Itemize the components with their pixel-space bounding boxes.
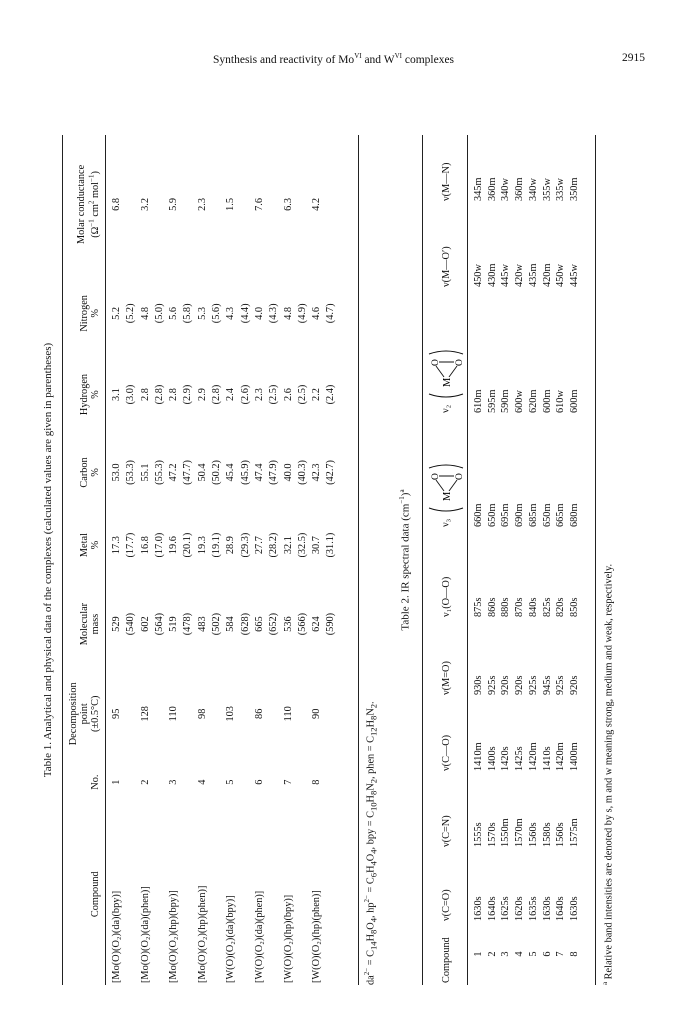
page-number: 2915	[622, 52, 645, 64]
table1-body	[110, 135, 339, 985]
conductance-cell: 7.6	[253, 198, 265, 211]
decomposition-cell	[267, 667, 281, 761]
m-o-prime-cell: 430m	[486, 263, 498, 287]
conductance-cell: 2.3	[196, 198, 208, 211]
compound-cell	[124, 803, 138, 985]
compound-cell	[181, 803, 195, 985]
table-row	[210, 135, 224, 985]
ring-metal-label: M	[442, 377, 453, 388]
ring-v3-cell: 695m	[500, 503, 512, 527]
m-o-double-cell: 920s	[568, 675, 580, 695]
table-row	[554, 135, 568, 985]
molecular-mass-cell: 624	[311, 616, 323, 632]
ring-v3-cell: 650m	[486, 503, 498, 527]
carbon-cell: (42.7)	[325, 460, 337, 485]
table-row	[124, 135, 138, 985]
ring-v2-cell: 600m	[541, 389, 553, 413]
number-cell	[153, 761, 167, 804]
m-n-cell: 335w	[555, 178, 567, 201]
nitrogen-cell: (4.7)	[325, 303, 337, 324]
ring-metal-label: M	[442, 491, 453, 502]
metal-cell: (19.1)	[211, 532, 223, 558]
number-cell	[267, 761, 281, 804]
compound-cell: [W(O)(O₂)(hp)(bpy)]	[282, 894, 294, 983]
t1-head-metal: Metal %	[79, 533, 101, 558]
nitrogen-cell: 4.3	[225, 306, 237, 320]
compound-cell: [Mo(O)(O₂)(da)(bpy)]	[111, 890, 122, 983]
number-cell: 8	[568, 951, 580, 957]
nitrogen-cell: (5.0)	[153, 303, 165, 324]
o-o-cell: 840s	[527, 597, 539, 617]
c-n-cell: 1570s	[486, 822, 498, 847]
conductance-cell: 4.2	[311, 198, 323, 211]
table-row	[282, 135, 296, 985]
metal-cell: 27.7	[253, 536, 265, 555]
t1-head-hydrogen: Hydrogen %	[79, 373, 101, 416]
ring-v3-cell: 685m	[527, 503, 539, 527]
c-n-cell: 1580s	[541, 822, 553, 847]
table-row	[239, 135, 253, 985]
compound-cell: [Mo(O)(O₂)(hp)(bpy)]	[168, 890, 180, 983]
t1-head-carbon: Carbon %	[79, 457, 101, 488]
carbon-cell: (47.9)	[268, 460, 280, 485]
table-row	[324, 135, 338, 985]
carbon-cell: 47.4	[253, 463, 265, 482]
ring-oxygen-bottom-label: O	[455, 473, 465, 481]
m-o-prime-cell: 450w	[473, 264, 484, 287]
c-o-cell: 1400m	[568, 742, 580, 771]
c-o-double-cell: 1630s	[473, 896, 484, 921]
nitrogen-cell: 5.6	[168, 306, 180, 320]
compound-cell	[239, 803, 253, 985]
conductance-cell: 6.3	[282, 198, 294, 211]
o-o-cell: 820s	[555, 597, 567, 617]
carbon-cell: 45.4	[225, 463, 237, 482]
m-o-prime-cell: 420w	[514, 264, 526, 287]
molecular-mass-cell: 602	[139, 616, 151, 632]
c-o-double-cell: 1625s	[500, 896, 512, 921]
nitrogen-cell: 4.8	[282, 306, 294, 320]
nitrogen-cell: 4.6	[311, 306, 323, 320]
t1-head-nitrogen: Nitrogen %	[79, 295, 101, 332]
t1-head-no: No.	[90, 774, 101, 790]
c-n-cell: 1570m	[514, 818, 526, 847]
hydrogen-cell: 2.6	[282, 388, 294, 401]
table1-header-row	[66, 135, 106, 985]
molecular-mass-cell: (652)	[268, 612, 280, 636]
table-row	[181, 135, 195, 985]
nitrogen-cell: (4.4)	[239, 303, 251, 324]
peroxo-ring-icon	[427, 346, 465, 402]
molecular-mass-cell: 519	[168, 616, 180, 632]
table2-footnote: $^a$ Relative band intensities are denoted by s, m and w meaning strong, medium and weak, respectively.	[601, 563, 615, 985]
table1-bottom-rule	[358, 135, 359, 985]
hydrogen-cell: (2.8)	[211, 384, 223, 405]
hydrogen-cell: 2.2	[311, 388, 323, 401]
o-o-cell: 880s	[500, 597, 512, 617]
number-cell: 2	[486, 951, 498, 957]
t1-head-decomposition: Decomposition point (±0.5°C)	[68, 682, 101, 746]
number-cell: 1	[111, 779, 122, 785]
number-cell	[124, 761, 138, 804]
conductance-cell	[153, 135, 167, 274]
number-cell: 4	[196, 779, 208, 785]
compound-cell: [W(O)(O₂)(hp)(phen)]	[311, 890, 323, 983]
decomposition-cell: 103	[225, 706, 237, 722]
o-o-cell: 860s	[486, 597, 498, 617]
table1-top-rule	[62, 135, 63, 985]
table2-body	[472, 135, 582, 985]
c-n-cell: 1560s	[527, 822, 539, 847]
table-row	[296, 135, 310, 985]
m-n-cell: 345m	[473, 177, 484, 201]
carbon-cell: 40.0	[282, 463, 294, 482]
molecular-mass-cell: 536	[282, 616, 294, 632]
metal-cell: 32.1	[282, 536, 294, 555]
decomposition-cell	[210, 667, 224, 761]
c-n-cell: 1560s	[555, 822, 567, 847]
number-cell	[296, 761, 310, 804]
ring-v3-cell: 665m	[555, 503, 567, 527]
hydrogen-cell: 2.4	[225, 388, 237, 401]
metal-cell: (17.0)	[153, 532, 165, 558]
t2-head-ring-v2: ν₂ M O O	[425, 289, 468, 415]
c-o-cell: 1425s	[514, 746, 526, 771]
carbon-cell: (50.2)	[211, 460, 223, 485]
compound-cell	[267, 803, 281, 985]
table-row	[267, 135, 281, 985]
table2	[425, 135, 582, 985]
carbon-cell: (40.3)	[296, 460, 308, 485]
o-o-cell: 825s	[541, 597, 553, 617]
t2-head-o-o: ν₁(O—O)	[440, 576, 452, 617]
metal-cell: 17.3	[111, 536, 122, 555]
number-cell: 8	[311, 779, 323, 785]
ring-v3-cell: 660m	[473, 503, 484, 527]
t2-head-compound: Compound	[440, 937, 452, 983]
c-n-cell: 1550m	[500, 818, 512, 847]
compound-cell	[210, 803, 224, 985]
carbon-cell: 53.0	[111, 463, 122, 482]
m-o-double-cell: 925s	[555, 675, 567, 695]
m-n-cell: 355w	[541, 178, 553, 201]
molecular-mass-cell: (564)	[153, 612, 165, 636]
decomposition-cell: 110	[168, 706, 180, 722]
molecular-mass-cell: 483	[196, 616, 208, 632]
ring-v3-cell: 650m	[541, 503, 553, 527]
m-o-double-cell: 925s	[486, 675, 498, 695]
carbon-cell: (45.9)	[239, 460, 251, 485]
metal-cell: (29.3)	[239, 532, 251, 558]
table-row	[224, 135, 238, 985]
table-row	[568, 135, 582, 985]
hydrogen-cell: 2.8	[139, 388, 151, 401]
m-o-prime-cell: 435m	[527, 263, 539, 287]
number-cell	[210, 761, 224, 804]
c-o-cell: 1410m	[473, 742, 484, 771]
t2-head-m-n: ν(M—N)	[440, 162, 452, 201]
table-row	[253, 135, 267, 985]
carbon-cell: 55.1	[139, 463, 151, 482]
m-o-double-cell: 945s	[541, 675, 553, 695]
table-row	[310, 135, 324, 985]
decomposition-cell: 90	[311, 708, 323, 719]
metal-cell: 28.9	[225, 536, 237, 555]
table-row	[486, 135, 500, 985]
hydrogen-cell: (2.4)	[325, 384, 337, 405]
molecular-mass-cell: (590)	[325, 612, 337, 636]
m-o-prime-cell: 420m	[541, 263, 553, 287]
c-o-cell: 1420m	[527, 742, 539, 771]
ring-oxygen-top-label: O	[431, 359, 441, 367]
metal-cell: (17.7)	[125, 532, 137, 558]
number-cell: 1	[473, 951, 484, 957]
m-o-double-cell: 925s	[527, 675, 539, 695]
molecular-mass-cell: (540)	[125, 612, 137, 636]
molecular-mass-cell: 584	[225, 616, 237, 632]
c-o-double-cell: 1620s	[514, 896, 526, 921]
ring-v2-cell: 610w	[555, 390, 567, 413]
table-row	[541, 135, 555, 985]
hydrogen-cell: (2.5)	[268, 384, 280, 405]
o-o-cell: 870s	[514, 597, 526, 617]
table-row	[139, 135, 153, 985]
hydrogen-cell: (2.9)	[182, 384, 194, 405]
nitrogen-cell: (4.3)	[268, 303, 280, 324]
number-cell: 3	[500, 951, 512, 957]
compound-cell: [Mo(O)(O₂)(hp)(phen)]	[196, 885, 208, 983]
rotated-page-content	[40, 85, 660, 985]
t1-head-molar-conductance: Molar conductance ($\Omega^{-1}$ $cm^2$ mol$^{-1}$)	[75, 164, 101, 245]
number-cell: 3	[168, 779, 180, 785]
nitrogen-cell: 4.8	[139, 306, 151, 320]
t2-head-c-n: ν(C=N)	[440, 815, 452, 847]
metal-cell: 30.7	[311, 536, 323, 555]
t2-head-m-o-prime: ν(M—O′)	[440, 246, 452, 287]
decomposition-cell: 98	[196, 708, 208, 719]
metal-cell: 16.8	[139, 536, 151, 555]
table-row	[110, 135, 124, 985]
carbon-cell: 50.4	[196, 463, 208, 482]
m-n-cell: 360m	[486, 177, 498, 201]
table2-caption: Table 2. IR spectral data $(cm^{-1})^a$	[398, 489, 412, 631]
m-n-cell: 340w	[500, 178, 512, 201]
o-o-cell: 875s	[473, 597, 484, 617]
c-o-cell: 1410s	[541, 746, 553, 771]
carbon-cell: 47.2	[168, 463, 180, 482]
t1-head-compound: Compound	[90, 871, 101, 918]
hydrogen-cell: (2.8)	[153, 384, 165, 405]
decomposition-cell	[296, 667, 310, 761]
ring-v2-cell: 600m	[568, 389, 580, 413]
c-o-cell: 1420s	[500, 746, 512, 771]
conductance-cell: 6.8	[111, 198, 122, 211]
t1-head-molecular-mass: Molecular mass	[79, 602, 101, 646]
hydrogen-cell: 2.8	[168, 388, 180, 401]
number-cell: 4	[514, 951, 526, 957]
nitrogen-cell: 4.0	[253, 306, 265, 320]
carbon-cell: 42.3	[311, 463, 323, 482]
number-cell: 6	[541, 951, 553, 957]
number-cell: 2	[139, 779, 151, 785]
carbon-cell: (55.3)	[153, 460, 165, 485]
metal-cell: 19.3	[196, 536, 208, 555]
t2-head-c-o: ν(C—O)	[440, 734, 452, 771]
m-o-double-cell: 920s	[500, 675, 512, 695]
c-n-cell: 1575m	[568, 818, 580, 847]
nitrogen-cell: 5.2	[111, 306, 122, 320]
carbon-cell: (53.3)	[125, 460, 137, 485]
m-o-double-cell: 930s	[473, 675, 484, 695]
table-row	[527, 135, 541, 985]
m-n-cell: 350m	[568, 177, 580, 201]
table1-footnote: $da^{2-} = C_{14}H_8O_4$, $hp^{2-} = C_6H_4O_4$, bpy = $C_{10}H_8N_2$, phen = $C_{12}H_8N_2$.	[363, 701, 379, 985]
compound-cell: [W(O)(O₂)(da)(phen)]	[253, 890, 265, 983]
molecular-mass-cell: 665	[253, 616, 265, 632]
molecular-mass-cell: (628)	[239, 612, 251, 636]
ring-v2-cell: 595m	[486, 389, 498, 413]
table1	[66, 135, 339, 985]
c-o-double-cell: 1640s	[555, 896, 567, 921]
metal-cell: (32.5)	[296, 532, 308, 558]
table-row	[499, 135, 513, 985]
hydrogen-cell: (3.0)	[125, 384, 137, 405]
ring-v2-cell: 590m	[500, 389, 512, 413]
o-o-cell: 850s	[568, 597, 580, 617]
metal-cell: (20.1)	[182, 532, 194, 558]
table-row	[153, 135, 167, 985]
table2-header-row	[425, 135, 468, 985]
c-o-double-cell: 1630s	[541, 896, 553, 921]
metal-cell: 19.6	[168, 536, 180, 555]
conductance-cell: 5.9	[168, 198, 180, 211]
decomposition-cell: 110	[282, 706, 294, 722]
compound-cell	[296, 803, 310, 985]
compound-cell	[153, 803, 167, 985]
number-cell	[181, 761, 195, 804]
t2-head-m-o-double: ν(M=O)	[440, 661, 452, 695]
conductance-cell	[210, 135, 224, 274]
compound-cell: [W(O)(O₂)(da)(bpy)]	[225, 895, 237, 983]
nitrogen-cell: (5.8)	[182, 303, 194, 324]
t2-head-ring-v3: ν₃ M O O	[425, 415, 468, 529]
hydrogen-cell: (2.6)	[239, 384, 251, 405]
conductance-cell	[239, 135, 253, 274]
ring-v2-cell: 610m	[473, 389, 484, 413]
decomposition-cell: 95	[111, 708, 122, 719]
number-cell: 5	[225, 779, 237, 785]
m-n-cell: 360m	[514, 177, 526, 201]
ring-oxygen-bottom-label: O	[455, 359, 465, 367]
decomposition-cell: 128	[139, 706, 151, 722]
ring-v2-cell: 600w	[514, 390, 526, 413]
ring-oxygen-top-label: O	[431, 473, 441, 481]
m-o-prime-cell: 445w	[568, 264, 580, 287]
c-o-double-cell: 1640s	[486, 896, 498, 921]
table2-bottom-rule	[595, 135, 596, 985]
conductance-cell	[324, 135, 338, 274]
decomposition-cell	[239, 667, 253, 761]
number-cell	[239, 761, 253, 804]
number-cell: 5	[527, 951, 539, 957]
carbon-cell: (47.7)	[182, 460, 194, 485]
decomposition-cell	[181, 667, 195, 761]
conductance-cell: 3.2	[139, 198, 151, 211]
table-row	[167, 135, 181, 985]
decomposition-cell: 86	[253, 708, 265, 719]
c-o-cell: 1400s	[486, 746, 498, 771]
compound-cell	[324, 803, 338, 985]
m-n-cell: 340w	[527, 178, 539, 201]
c-o-double-cell: 1635s	[527, 896, 539, 921]
decomposition-cell	[124, 667, 138, 761]
peroxo-ring-icon	[427, 460, 465, 516]
nitrogen-cell: (5.2)	[125, 303, 137, 324]
table2-top-rule	[422, 135, 423, 985]
hydrogen-cell: 2.3	[253, 388, 265, 401]
ring-v2-cell: 620m	[527, 389, 539, 413]
conductance-cell: 1.5	[225, 198, 237, 211]
decomposition-cell	[153, 667, 167, 761]
compound-cell: [Mo(O)(O₂)(da)(phen)]	[139, 886, 151, 983]
nitrogen-cell: (5.6)	[211, 303, 223, 324]
table1-caption: Table 1. Analytical and physical data of the complexes (calculated values are given in parentheses)	[42, 342, 54, 778]
metal-cell: (28.2)	[268, 532, 280, 558]
c-o-cell: 1420m	[555, 742, 567, 771]
c-o-double-cell: 1630s	[568, 896, 580, 921]
ring-v3-cell: 680m	[568, 503, 580, 527]
number-cell	[324, 761, 338, 804]
running-header	[0, 52, 693, 70]
molecular-mass-cell: (478)	[182, 612, 194, 636]
running-title: Synthesis and reactivity of $Mo^{VI}$ and $W^{VI}$ complexes	[213, 52, 455, 66]
molecular-mass-cell: 529	[111, 616, 122, 632]
molecular-mass-cell: (566)	[296, 612, 308, 636]
table-row	[513, 135, 527, 985]
c-n-cell: 1555s	[473, 822, 484, 847]
table-row	[472, 135, 486, 985]
hydrogen-cell: 3.1	[111, 388, 122, 401]
m-o-double-cell: 920s	[514, 675, 526, 695]
decomposition-cell	[324, 667, 338, 761]
table-row	[196, 135, 210, 985]
hydrogen-cell: (2.5)	[296, 384, 308, 405]
conductance-cell	[267, 135, 281, 274]
nitrogen-cell: 5.3	[196, 306, 208, 320]
metal-cell: (31.1)	[325, 532, 337, 558]
hydrogen-cell: 2.9	[196, 388, 208, 401]
conductance-cell	[124, 135, 138, 274]
conductance-cell	[296, 135, 310, 274]
number-cell: 7	[282, 779, 294, 785]
number-cell: 6	[253, 779, 265, 785]
molecular-mass-cell: (502)	[211, 612, 223, 636]
conductance-cell	[181, 135, 195, 274]
nitrogen-cell: (4.9)	[296, 303, 308, 324]
m-o-prime-cell: 445w	[500, 264, 512, 287]
number-cell: 7	[555, 951, 567, 957]
t2-head-c-o-double: ν(C=O)	[440, 889, 452, 921]
m-o-prime-cell: 450w	[555, 264, 567, 287]
ring-v3-cell: 690m	[514, 503, 526, 527]
